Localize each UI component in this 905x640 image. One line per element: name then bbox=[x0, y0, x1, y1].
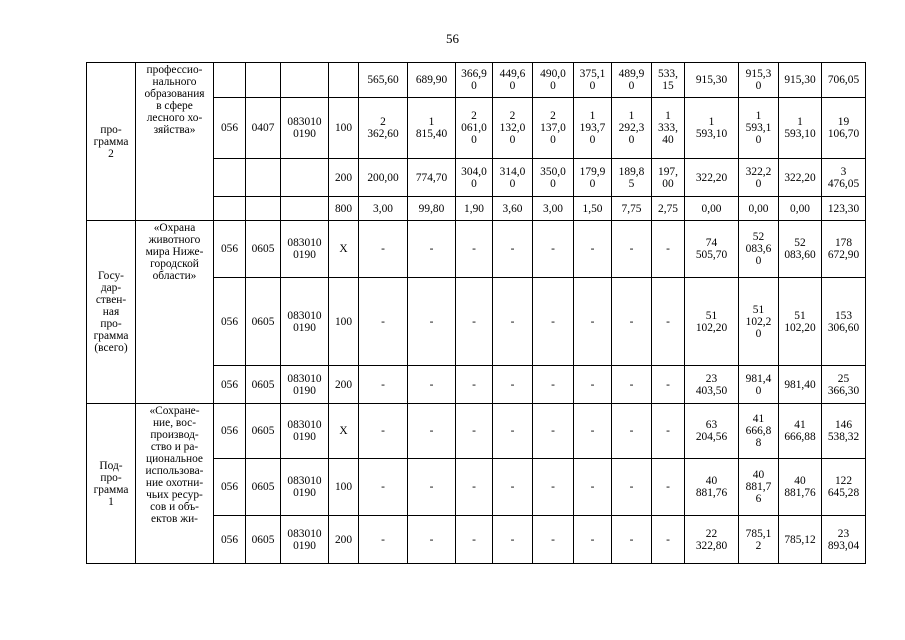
value-cell: 1,50 bbox=[574, 197, 612, 221]
target-article-cell bbox=[281, 63, 329, 98]
program-status-cell: Под- про- грамма 1 bbox=[87, 404, 136, 564]
expense-type-cell: X bbox=[329, 404, 359, 459]
value-cell: 915,30 bbox=[779, 63, 822, 98]
value-cell: 3 476,05 bbox=[822, 159, 866, 197]
value-cell: - bbox=[456, 221, 493, 278]
value-cell: - bbox=[612, 221, 652, 278]
section-code-cell: 0605 bbox=[246, 516, 281, 564]
grbs-code-cell: 056 bbox=[214, 278, 246, 366]
value-cell: 41 666,88 bbox=[779, 404, 822, 459]
value-cell: 785,12 bbox=[779, 516, 822, 564]
target-article-cell: 083010 0190 bbox=[281, 278, 329, 366]
value-cell: 40 881,76 bbox=[779, 459, 822, 516]
value-cell: 200,00 bbox=[359, 159, 408, 197]
value-cell: 0,00 bbox=[685, 197, 739, 221]
value-cell: - bbox=[652, 404, 685, 459]
value-cell: 706,05 bbox=[822, 63, 866, 98]
value-cell: 981,4 0 bbox=[739, 366, 779, 404]
value-cell: - bbox=[493, 516, 533, 564]
value-cell: 1 815,40 bbox=[408, 98, 456, 159]
value-cell: 23 403,50 bbox=[685, 366, 739, 404]
value-cell: - bbox=[652, 278, 685, 366]
value-cell: 785,1 2 bbox=[739, 516, 779, 564]
value-cell: - bbox=[408, 278, 456, 366]
value-cell: - bbox=[359, 366, 408, 404]
value-cell: 3,60 bbox=[493, 197, 533, 221]
value-cell: 178 672,90 bbox=[822, 221, 866, 278]
value-cell: 1 292,3 0 bbox=[612, 98, 652, 159]
value-cell: - bbox=[574, 221, 612, 278]
value-cell: - bbox=[456, 366, 493, 404]
value-cell: 0,00 bbox=[739, 197, 779, 221]
page-number: 56 bbox=[446, 31, 459, 46]
value-cell: 2 132,0 0 bbox=[493, 98, 533, 159]
value-cell: 915,3 0 bbox=[739, 63, 779, 98]
value-cell: 63 204,56 bbox=[685, 404, 739, 459]
table-body bbox=[87, 63, 866, 564]
program-name-cell: «Охрана животного мира Ниже- городской области» bbox=[136, 221, 214, 404]
expense-type-cell bbox=[329, 63, 359, 98]
target-article-cell bbox=[281, 159, 329, 197]
value-cell: 2 061,0 0 bbox=[456, 98, 493, 159]
value-cell: - bbox=[408, 516, 456, 564]
value-cell: - bbox=[533, 459, 574, 516]
value-cell: 74 505,70 bbox=[685, 221, 739, 278]
target-article-cell bbox=[281, 197, 329, 221]
value-cell: 41 666,8 8 bbox=[739, 404, 779, 459]
target-article-cell: 083010 0190 bbox=[281, 404, 329, 459]
value-cell: - bbox=[574, 366, 612, 404]
value-cell: 449,6 0 bbox=[493, 63, 533, 98]
program-name-cell: «Сохране- ние, вос- производ- ство и ра- циональное использова- ние охотни- чьих ресур- сов и объ- ектов жи- bbox=[136, 404, 214, 564]
value-cell: - bbox=[456, 278, 493, 366]
value-cell: - bbox=[493, 221, 533, 278]
value-cell: 350,0 0 bbox=[533, 159, 574, 197]
grbs-code-cell: 056 bbox=[214, 404, 246, 459]
value-cell: - bbox=[493, 459, 533, 516]
value-cell: - bbox=[456, 459, 493, 516]
program-status-cell: про- грамма 2 bbox=[87, 63, 136, 221]
value-cell: 490,0 0 bbox=[533, 63, 574, 98]
value-cell: 2,75 bbox=[652, 197, 685, 221]
value-cell: - bbox=[574, 404, 612, 459]
table-row bbox=[87, 404, 866, 459]
value-cell: - bbox=[456, 404, 493, 459]
value-cell: 189,8 5 bbox=[612, 159, 652, 197]
grbs-code-cell: 056 bbox=[214, 221, 246, 278]
value-cell: 3,00 bbox=[359, 197, 408, 221]
grbs-code-cell: 056 bbox=[214, 98, 246, 159]
value-cell: - bbox=[408, 366, 456, 404]
expense-type-cell: 100 bbox=[329, 278, 359, 366]
value-cell: - bbox=[359, 278, 408, 366]
value-cell: 304,0 0 bbox=[456, 159, 493, 197]
grbs-code-cell: 056 bbox=[214, 516, 246, 564]
value-cell: - bbox=[652, 221, 685, 278]
value-cell: 1,90 bbox=[456, 197, 493, 221]
value-cell: 123,30 bbox=[822, 197, 866, 221]
section-code-cell: 0605 bbox=[246, 278, 281, 366]
value-cell: 19 106,70 bbox=[822, 98, 866, 159]
value-cell: 322,2 0 bbox=[739, 159, 779, 197]
value-cell: - bbox=[612, 366, 652, 404]
table-row bbox=[87, 63, 866, 98]
value-cell: 146 538,32 bbox=[822, 404, 866, 459]
value-cell: - bbox=[652, 459, 685, 516]
program-status-cell: Госу- дар- ствен- ная про- грамма (всего) bbox=[87, 221, 136, 404]
grbs-code-cell bbox=[214, 63, 246, 98]
value-cell: - bbox=[408, 404, 456, 459]
value-cell: 375,1 0 bbox=[574, 63, 612, 98]
value-cell: - bbox=[408, 459, 456, 516]
section-code-cell bbox=[246, 63, 281, 98]
grbs-code-cell: 056 bbox=[214, 459, 246, 516]
section-code-cell: 0407 bbox=[246, 98, 281, 159]
value-cell: 40 881,76 bbox=[685, 459, 739, 516]
value-cell: 7,75 bbox=[612, 197, 652, 221]
expense-type-cell: 200 bbox=[329, 159, 359, 197]
value-cell: 322,20 bbox=[779, 159, 822, 197]
expense-type-cell: 100 bbox=[329, 459, 359, 516]
value-cell: 489,9 0 bbox=[612, 63, 652, 98]
value-cell: 51 102,2 0 bbox=[739, 278, 779, 366]
target-article-cell: 083010 0190 bbox=[281, 516, 329, 564]
value-cell: - bbox=[612, 404, 652, 459]
expense-type-cell: 200 bbox=[329, 366, 359, 404]
value-cell: - bbox=[652, 516, 685, 564]
value-cell: 153 306,60 bbox=[822, 278, 866, 366]
section-code-cell: 0605 bbox=[246, 366, 281, 404]
value-cell: 0,00 bbox=[779, 197, 822, 221]
value-cell: 122 645,28 bbox=[822, 459, 866, 516]
value-cell: 99,80 bbox=[408, 197, 456, 221]
grbs-code-cell bbox=[214, 159, 246, 197]
value-cell: 915,30 bbox=[685, 63, 739, 98]
budget-table bbox=[86, 62, 866, 564]
value-cell: - bbox=[612, 516, 652, 564]
value-cell: - bbox=[533, 516, 574, 564]
value-cell: - bbox=[612, 278, 652, 366]
value-cell: 1 593,10 bbox=[779, 98, 822, 159]
expense-type-cell: 800 bbox=[329, 197, 359, 221]
value-cell: 25 366,30 bbox=[822, 366, 866, 404]
value-cell: - bbox=[359, 404, 408, 459]
section-code-cell: 0605 bbox=[246, 221, 281, 278]
value-cell: - bbox=[574, 459, 612, 516]
value-cell: 179,9 0 bbox=[574, 159, 612, 197]
section-code-cell bbox=[246, 197, 281, 221]
section-code-cell: 0605 bbox=[246, 404, 281, 459]
table-row bbox=[87, 221, 866, 278]
grbs-code-cell: 056 bbox=[214, 366, 246, 404]
value-cell: - bbox=[574, 278, 612, 366]
value-cell: - bbox=[533, 278, 574, 366]
section-code-cell bbox=[246, 159, 281, 197]
value-cell: - bbox=[493, 404, 533, 459]
value-cell: 197, 00 bbox=[652, 159, 685, 197]
value-cell: 565,60 bbox=[359, 63, 408, 98]
value-cell: 366,9 0 bbox=[456, 63, 493, 98]
value-cell: 51 102,20 bbox=[779, 278, 822, 366]
value-cell: 2 362,60 bbox=[359, 98, 408, 159]
value-cell: 322,20 bbox=[685, 159, 739, 197]
value-cell: 1 193,7 0 bbox=[574, 98, 612, 159]
value-cell: 3,00 bbox=[533, 197, 574, 221]
value-cell: 314,0 0 bbox=[493, 159, 533, 197]
value-cell: 689,90 bbox=[408, 63, 456, 98]
grbs-code-cell bbox=[214, 197, 246, 221]
value-cell: 40 881,7 6 bbox=[739, 459, 779, 516]
value-cell: - bbox=[456, 516, 493, 564]
value-cell: - bbox=[533, 366, 574, 404]
value-cell: - bbox=[359, 221, 408, 278]
value-cell: - bbox=[359, 459, 408, 516]
value-cell: 774,70 bbox=[408, 159, 456, 197]
target-article-cell: 083010 0190 bbox=[281, 366, 329, 404]
value-cell: 23 893,04 bbox=[822, 516, 866, 564]
value-cell: 1 593,10 bbox=[685, 98, 739, 159]
target-article-cell: 083010 0190 bbox=[281, 221, 329, 278]
value-cell: 52 083,60 bbox=[779, 221, 822, 278]
target-article-cell: 083010 0190 bbox=[281, 98, 329, 159]
program-name-cell: профессио- нального образования в сфере лесного хо- зяйства» bbox=[136, 63, 214, 221]
value-cell: - bbox=[408, 221, 456, 278]
value-cell: - bbox=[612, 459, 652, 516]
expense-type-cell: 100 bbox=[329, 98, 359, 159]
target-article-cell: 083010 0190 bbox=[281, 459, 329, 516]
expense-type-cell: X bbox=[329, 221, 359, 278]
value-cell: - bbox=[359, 516, 408, 564]
expense-type-cell: 200 bbox=[329, 516, 359, 564]
value-cell: - bbox=[493, 278, 533, 366]
value-cell: 533, 15 bbox=[652, 63, 685, 98]
value-cell: - bbox=[493, 366, 533, 404]
value-cell: 2 137,0 0 bbox=[533, 98, 574, 159]
value-cell: 981,40 bbox=[779, 366, 822, 404]
value-cell: - bbox=[533, 404, 574, 459]
value-cell: 1 593,1 0 bbox=[739, 98, 779, 159]
value-cell: - bbox=[533, 221, 574, 278]
value-cell: 1 333, 40 bbox=[652, 98, 685, 159]
value-cell: 52 083,6 0 bbox=[739, 221, 779, 278]
value-cell: 22 322,80 bbox=[685, 516, 739, 564]
section-code-cell: 0605 bbox=[246, 459, 281, 516]
value-cell: - bbox=[652, 366, 685, 404]
value-cell: - bbox=[574, 516, 612, 564]
value-cell: 51 102,20 bbox=[685, 278, 739, 366]
